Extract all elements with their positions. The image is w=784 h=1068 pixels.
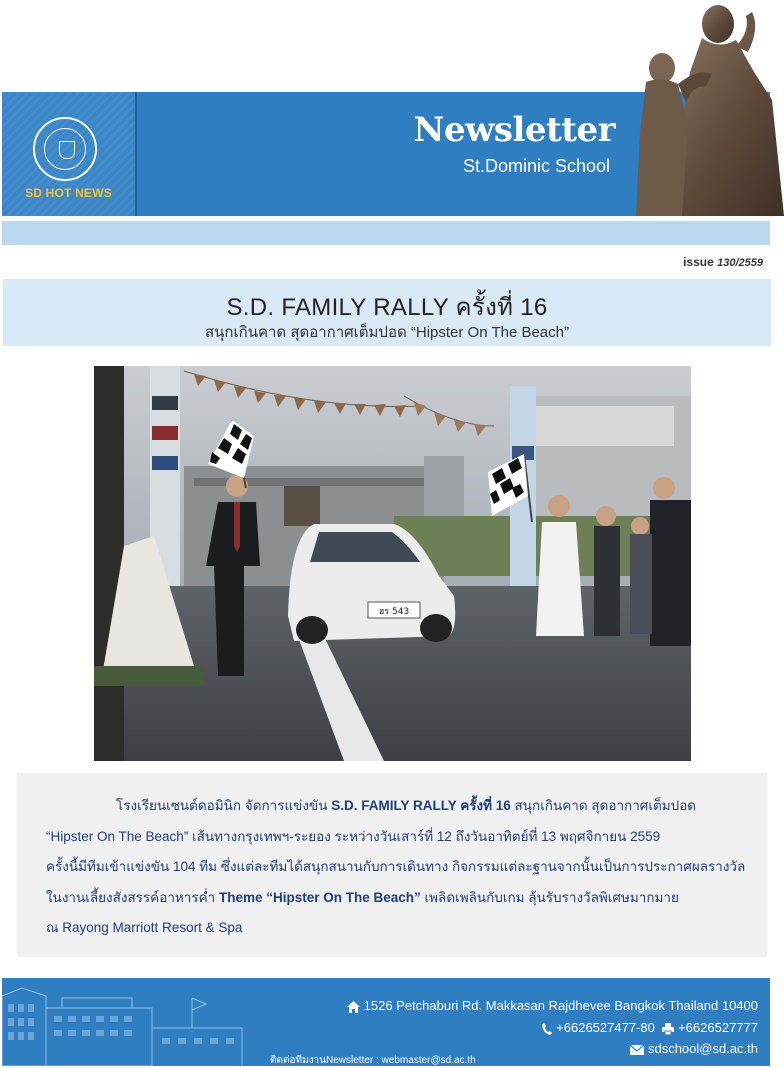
phone-icon	[542, 1023, 552, 1035]
header-strip	[2, 221, 770, 245]
rally-photo	[94, 366, 691, 761]
body-line-2: “Hipster On The Beach” เส้นทางกรุงเทพฯ-ระยอง ระหว่างวันเสาร์ที่ 12 ถึงวันอาทิตย์ที่ 13 พฤศจิกายน 2559	[46, 828, 661, 844]
newsletter-title: Newsletter	[413, 110, 615, 150]
school-seal-icon	[33, 117, 97, 181]
article-title: S.D. FAMILY RALLY ครั้งที่ 16	[226, 294, 548, 321]
body-text-segment: เพลิดเพลินกับเกม ลุ้นรับรางวัลพิเศษมากมาย	[420, 889, 679, 905]
article-title-box	[3, 279, 771, 346]
footer-phone: +6626527477-80	[556, 1020, 655, 1035]
saint-statue-image	[632, 2, 784, 216]
email-icon	[630, 1045, 644, 1055]
footer-fax: +6626527777	[678, 1020, 758, 1035]
body-text-segment: โรงเรียนเซนต์ดอมินิก จัดการแข่งขัน	[116, 798, 332, 813]
newsletter-subtitle: St.Dominic School	[462, 156, 610, 176]
issue-value: 130/2559	[717, 257, 763, 269]
fax-icon	[662, 1023, 674, 1035]
footer-address-line	[347, 998, 758, 1013]
seal-shield-icon	[59, 141, 75, 159]
article-body-box	[17, 773, 767, 957]
body-line-3: ครั้งนี้มีทีมเข้าแข่งขัน 104 ทีม ซึ่งแต่ละทีมได้สนุกสนานกับการเดินทาง กิจกรรมแต่ละฐานจากนั้นเป็นการประกาศผลรางวัล	[46, 859, 746, 874]
issue-label: issue	[683, 255, 714, 269]
footer-email-line	[630, 1041, 758, 1056]
body-line-5: ณ Rayong Marriott Resort & Spa	[46, 920, 243, 935]
issue-number	[600, 255, 763, 269]
body-text-segment: ในงานเลี้ยงสังสรรค์อาหารค่ำ	[46, 889, 219, 905]
seal-inner-ring	[44, 128, 86, 170]
footer-contact[interactable]: ติดต่อทีมงานNewsletter : webmaster@sd.ac.th	[270, 1055, 476, 1066]
home-icon	[347, 1001, 360, 1013]
school-building-illustration	[2, 978, 262, 1066]
article-subtitle: สนุกเกินคาด สุดอากาศเต็มปอด “Hipster On The Beach”	[205, 324, 569, 341]
footer-phone-line	[542, 1020, 758, 1035]
rally-photo-illustration	[94, 366, 691, 761]
body-text-segment: สนุกเกินคาด สุดอากาศเต็มปอด	[510, 798, 697, 813]
footer-address: 1526 Petchaburi Rd. Makkasan Rajdhevee Bangkok Thailand 10400	[363, 998, 758, 1013]
event-name-bold: S.D. FAMILY RALLY ครั้งที่ 16	[331, 798, 511, 813]
body-line-1	[46, 791, 746, 822]
car-license-plate: ฮร 543	[378, 607, 410, 617]
hot-news-badge: SD HOT NEWS	[25, 186, 112, 200]
footer-email[interactable]: sdschool@sd.ac.th	[647, 1041, 758, 1056]
article-body	[46, 791, 746, 944]
theme-name-bold: Theme “Hipster On The Beach”	[219, 889, 421, 905]
body-line-4	[46, 883, 746, 914]
